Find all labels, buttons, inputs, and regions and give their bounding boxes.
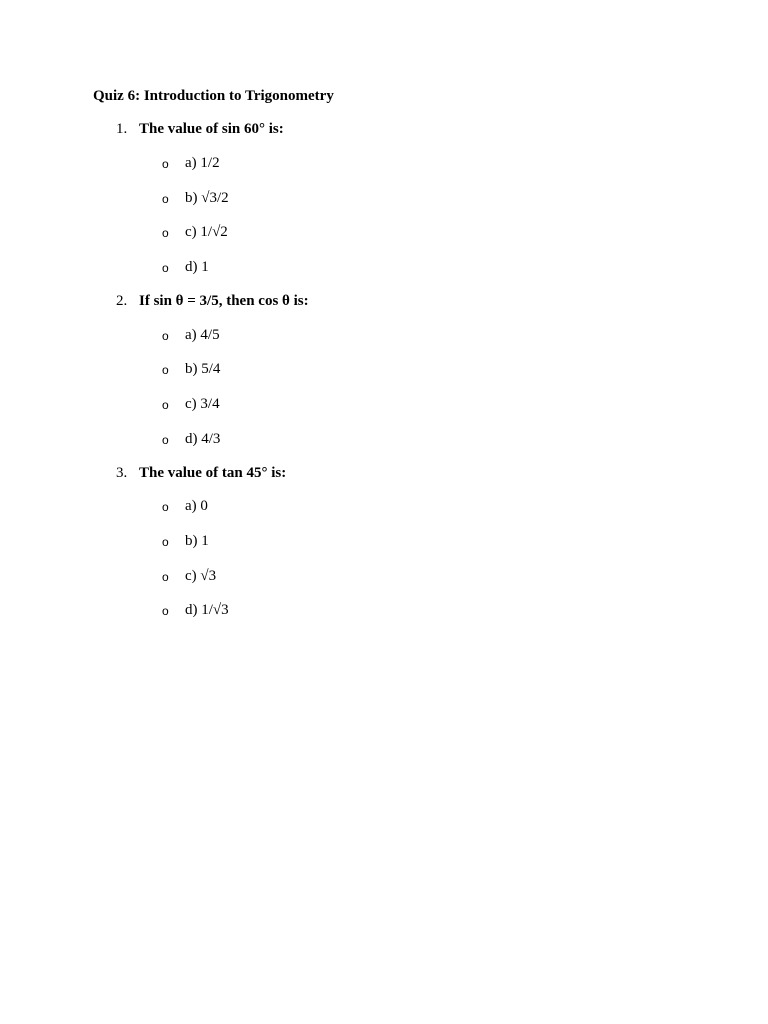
option-text: d) 4/3 [185,431,221,447]
option-item [0,497,768,515]
bullet-icon: o [162,398,169,412]
option-text: b) 1 [185,533,209,549]
option-text: b) √3/2 [185,190,229,206]
bullet-icon: o [162,192,169,206]
bullet-icon: o [162,535,169,549]
option-text: d) 1/√3 [185,602,229,618]
option-item [0,360,768,378]
question-1 [0,120,768,138]
bullet-icon: o [162,329,169,343]
question-number: 2. [116,293,128,309]
bullet-icon: o [162,604,169,618]
option-item [0,532,768,550]
option-item [0,154,768,172]
option-item [0,189,768,207]
question-text: The value of sin 60° is: [139,121,284,137]
quiz-title: Quiz 6: Introduction to Trigonometry [93,88,334,104]
bullet-icon: o [162,157,169,171]
question-text: If sin θ = 3/5, then cos θ is: [139,293,309,309]
question-number: 3. [116,465,128,481]
option-text: a) 4/5 [185,327,220,343]
option-text: c) √3 [185,568,217,584]
bullet-icon: o [162,433,169,447]
option-item [0,601,768,619]
option-item [0,567,768,585]
bullet-icon: o [162,363,169,377]
question-number: 1. [116,121,128,137]
option-text: c) 1/√2 [185,224,228,240]
option-text: a) 1/2 [185,155,220,171]
bullet-icon: o [162,261,169,275]
option-item [0,258,768,276]
option-item [0,395,768,413]
question-2 [0,292,768,310]
option-text: d) 1 [185,259,209,275]
option-text: c) 3/4 [185,396,220,412]
bullet-icon: o [162,570,169,584]
option-text: b) 5/4 [185,361,221,377]
option-item [0,223,768,241]
option-item [0,326,768,344]
option-text: a) 0 [185,498,208,514]
question-text: The value of tan 45° is: [139,465,287,481]
bullet-icon: o [162,226,169,240]
question-3 [0,464,768,482]
bullet-icon: o [162,500,169,514]
option-item [0,430,768,448]
